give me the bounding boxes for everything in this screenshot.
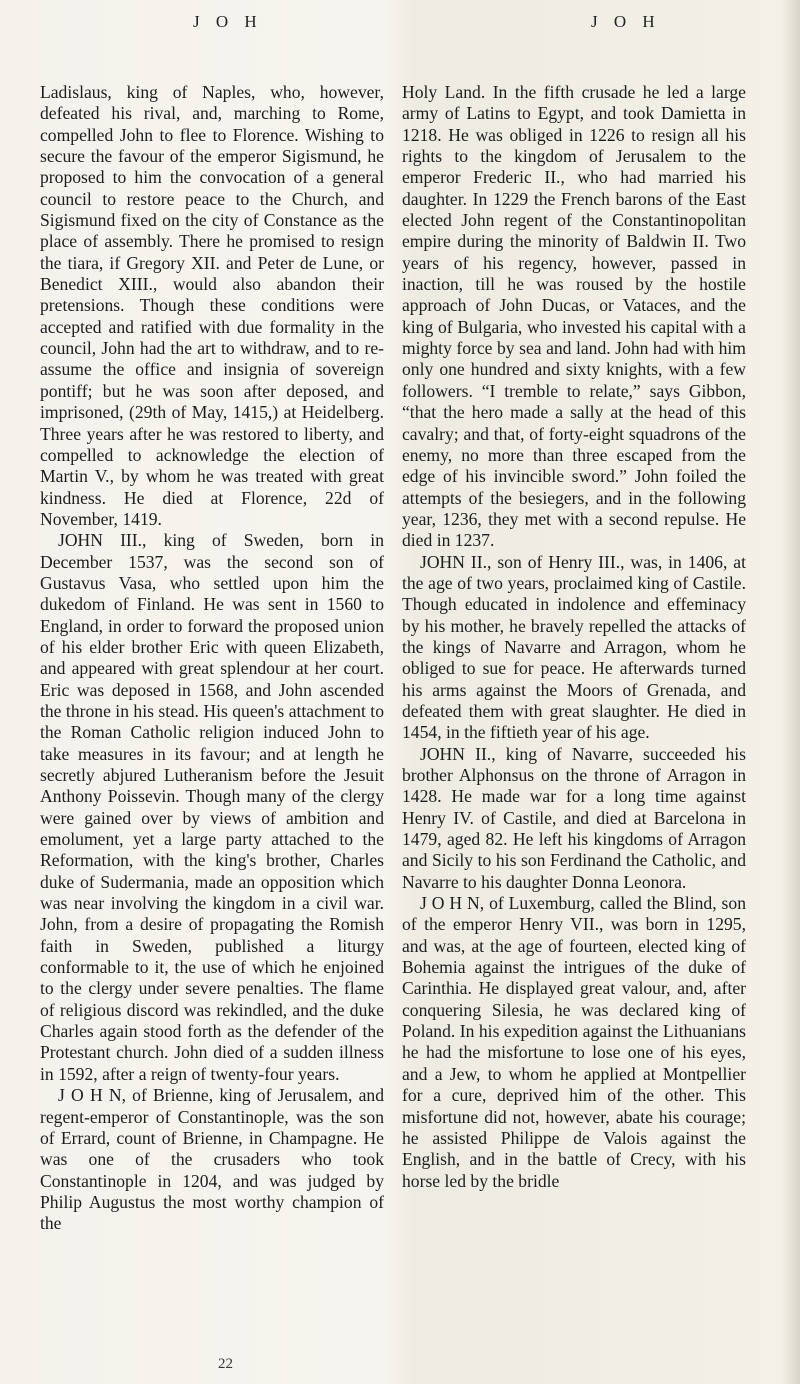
paragraph: Holy Land. In the fifth crusade he led a large army of Latins to Egypt, and took Damietta in 1218. He was obliged in 1226 to resign all his rights to the kingdom of Jerusalem to the emperor Frederic II., who had married his daughter. In 1229 the French barons of the East elected John regent of the Constantinopolitan empire during the minority of Baldwin II. Two years of his regency, however, passed in inaction, till he was roused by the hostile approach of John Ducas, or Vataces, and the king of Bulgaria, who invested his capital with a mighty force by sea and land. John had with him only one hundred and sixty knights, with a few followers. “I tremble to relate,” says Gibbon, “that the hero made a sally at the head of this cavalry; and that, of forty-eight squadrons of the enemy, no more than three escaped from the edge of his invincible sword.” John foiled the attempts of the besiegers, and in the following year, 1236, they met with a second repulse. He died in 1237. xyxy=(402,82,746,551)
paragraph: J O H N, of Brienne, king of Jerusalem, and regent-emperor of Constantinople, was the son of Errard, count of Brienne, in Champagne. He was one of the crusaders who took Constantinople in 1204, and was judged by Philip Augustus the most worthy champion of the xyxy=(40,1085,384,1234)
paragraph: JOHN II., king of Navarre, succeeded his brother Alphonsus on the throne of Arragon in 1428. He made war for a long time against Henry IV. of Castile, and died at Barcelona in 1479, aged 82. He left his kingdoms of Arragon and Sicily to his son Ferdinand the Catholic, and Navarre to his daughter Donna Leonora. xyxy=(402,743,746,892)
left-text-column xyxy=(40,82,384,1235)
paragraph: Ladislaus, king of Naples, who, however, defeated his rival, and, marching to Rome, compelled John to flee to Florence. Wishing to secure the favour of the emperor Sigismund, he proposed to him the convocation of a general council to restore peace to the Church, and Sigismund fixed on the city of Constance as the place of assembly. There he promised to resign the tiara, if Gregory XII. and Peter de Lune, or Benedict XIII., would also abandon their pretensions. Though these conditions were accepted and ratified with due formality in the council, John had the art to withdraw, and to re-assume the office and insignia of sovereign pontiff; but he was soon after deposed, and imprisoned, (29th of May, 1415,) at Heidelberg. Three years after he was restored to liberty, and compelled to acknowledge the election of Martin V., by whom he was treated with great kindness. He died at Florence, 22d of November, 1419. xyxy=(40,82,384,529)
paragraph: J O H N, of Luxemburg, called the Blind, son of the emperor Henry VII., was born in 1295, and was, at the age of fourteen, elected king of Bohemia against the intrigues of the duke of Carinthia. He displayed great valour, and, after conquering Silesia, he was declared king of Poland. In his expedition against the Lithuanians he had the misfortune to lose one of his eyes, and a Jew, to whom he applied at Montpellier for a cure, deprived him of the other. This misfortune did not, however, abate his courage; he assisted Philippe de Valois against the English, and in the battle of Crecy, with his horse led by the bridle xyxy=(402,893,746,1191)
right-text-column xyxy=(402,82,746,1192)
paragraph: JOHN III., king of Sweden, born in December 1537, was the second son of Gustavus Vasa, who settled upon him the dukedom of Finland. He was sent in 1560 to England, in order to forward the proposed union of his elder brother Eric with queen Elizabeth, and appeared with great splendour at her court. Eric was deposed in 1568, and John ascended the throne in his stead. His queen's attachment to the Roman Catholic religion induced John to take measures in its favour; and at length he secretly abjured Lutheranism before the Jesuit Anthony Poissevin. Though many of the clergy were gained over by views of ambition and emolument, yet a large party attached to the Reformation, with the king's brother, Charles duke of Sudermania, made an opposition which was near involving the kingdom in a civil war. John, from a desire of propagating the Romish faith in Sweden, published a liturgy conformable to it, the use of which he enjoined to the clergy under severe penalties. The flame of religious discord was rekindled, and the duke Charles again stood forth as the defender of the Protestant church. John died of a sudden illness in 1592, after a reign of twenty-four years. xyxy=(40,530,384,1084)
right-running-head: J O H xyxy=(591,12,661,31)
page-edge-shadow xyxy=(782,0,800,1384)
page-number: 22 xyxy=(218,1356,233,1372)
paragraph: JOHN II., son of Henry III., was, in 1406, at the age of two years, proclaimed king of Castile. Though educated in indolence and effeminacy by his mother, he bravely repelled the attacks of the kings of Navarre and Arragon, whom he obliged to sue for peace. He afterwards turned his arms against the Moors of Grenada, and defeated them with great slaughter. He died in 1454, in the fiftieth year of his age. xyxy=(402,551,746,743)
left-running-head: J O H xyxy=(193,12,263,31)
